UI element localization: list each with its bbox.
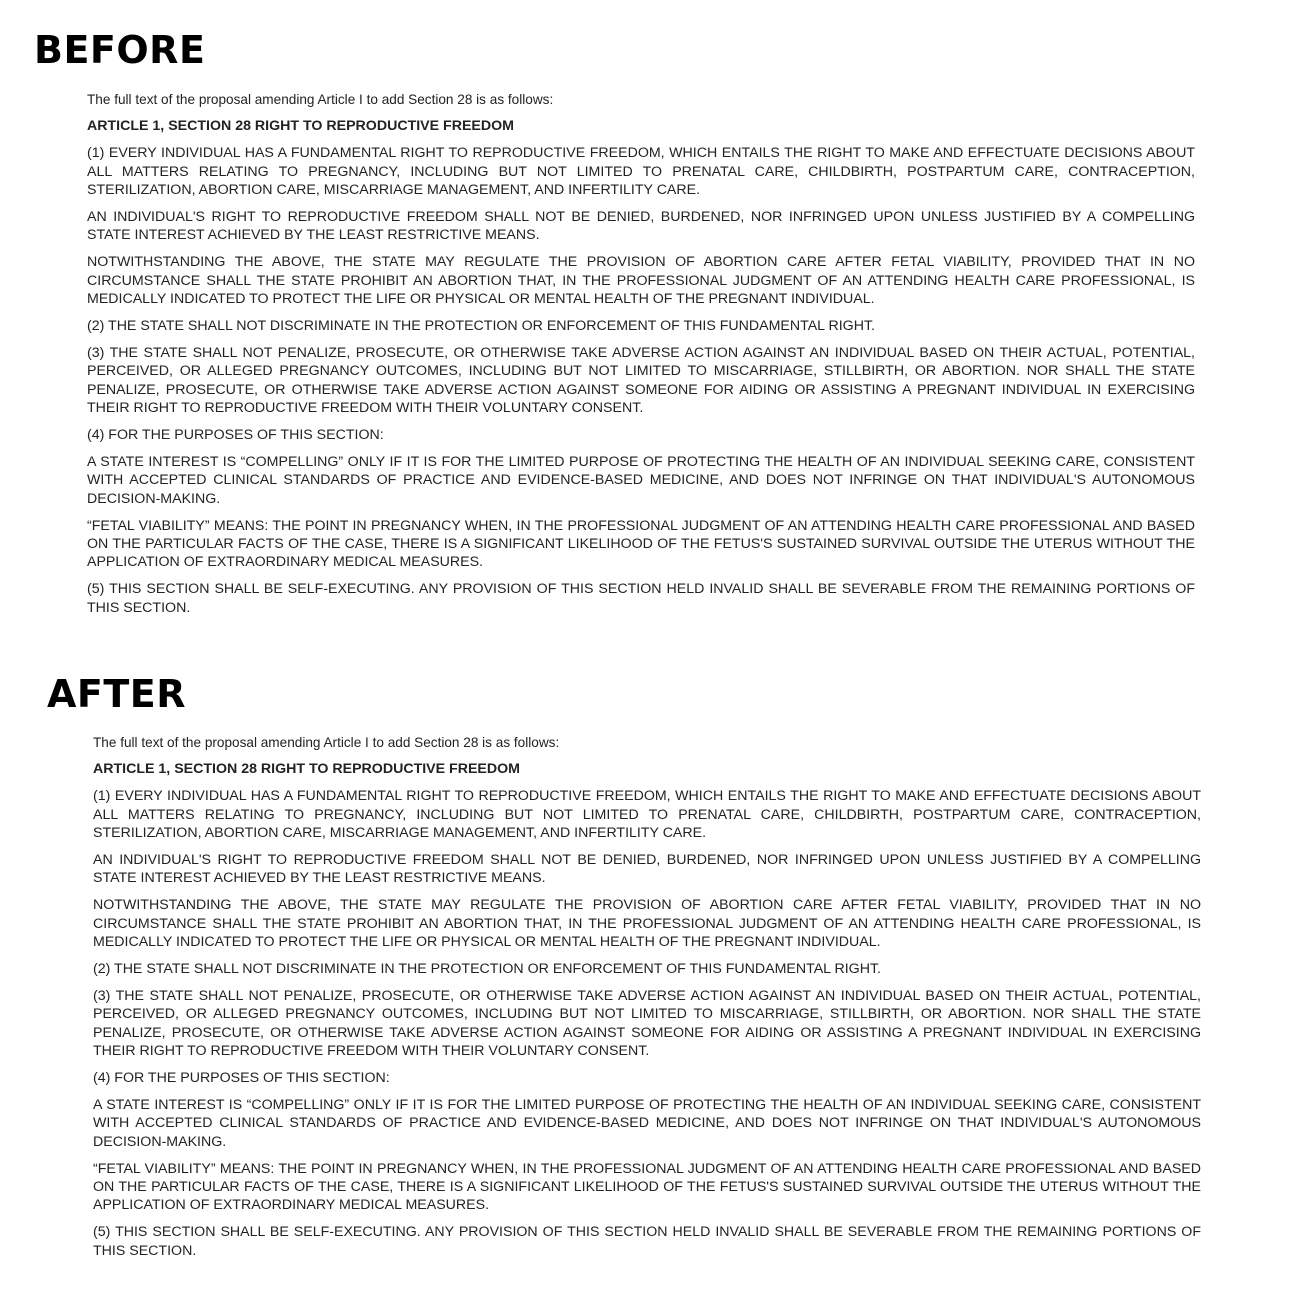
paragraph-5: (3) THE STATE SHALL NOT PENALIZE, PROSECUTE, OR OTHERWISE TAKE ADVERSE ACTION AGAINST AN INDIVIDUAL BASED ON THEIR ACTUAL, POTENTIAL, PERCEIVED, OR ALLEGED PREGNANCY OUTCOMES, INCLUDING BUT NOT LIMITED TO MISCARRIAGE, STILLBIRTH, OR ABORTION. NOR SHALL THE STATE PENALIZE, PROSECUTE, OR OTHERWISE TAKE ADVERSE ACTION AGAINST SOMEONE FOR AIDING OR ASSISTING A PREGNANT INDIVIDUAL IN EXERCISING THEIR RIGHT TO REPRODUCTIVE FREEDOM WITH THEIR VOLUNTARY CONSENT. (93, 988, 1201, 1059)
paragraph-9: (5) THIS SECTION SHALL BE SELF-EXECUTING. ANY PROVISION OF THIS SECTION HELD INVALID SHALL BE SEVERABLE FROM THE REMAINING PORTIONS OF THIS SECTION. (93, 1224, 1201, 1259)
paragraph-8: “FETAL VIABILITY” MEANS: THE POINT IN PREGNANCY WHEN, IN THE PROFESSIONAL JUDGMENT OF AN ATTENDING HEALTH CARE PROFESSIONAL AND BASED ON THE PARTICULAR FACTS OF THE CASE, THERE IS A SIGNIFICANT LIKELIHOOD OF THE FETUS'S SUSTAINED SURVIVAL OUTSIDE THE UTERUS WITHOUT THE APPLICATION OF EXTRAORDINARY MEDICAL MEASURES. (87, 517, 1195, 571)
paragraph-8: “FETAL VIABILITY” MEANS: THE POINT IN PREGNANCY WHEN, IN THE PROFESSIONAL JUDGMENT OF AN ATTENDING HEALTH CARE PROFESSIONAL AND BASED ON THE PARTICULAR FACTS OF THE CASE, THERE IS A SIGNIFICANT LIKELIHOOD OF THE FETUS'S SUSTAINED SURVIVAL OUTSIDE THE UTERUS WITHOUT THE APPLICATION OF EXTRAORDINARY MEDICAL MEASURES. (93, 1160, 1201, 1214)
document-intro: The full text of the proposal amending Article I to add Section 28 is as follows: (87, 92, 554, 107)
before-label: BEFORE (34, 28, 206, 72)
document-heading: ARTICLE 1, SECTION 28 RIGHT TO REPRODUCTIVE FREEDOM (93, 761, 520, 778)
paragraph-2: AN INDIVIDUAL'S RIGHT TO REPRODUCTIVE FREEDOM SHALL NOT BE DENIED, BURDENED, NOR INFRINGED UPON UNLESS JUSTIFIED BY A COMPELLING STATE INTEREST ACHIEVED BY THE LEAST RESTRICTIVE MEANS. (93, 852, 1201, 887)
paragraph-5: (3) THE STATE SHALL NOT PENALIZE, PROSECUTE, OR OTHERWISE TAKE ADVERSE ACTION AGAINST AN INDIVIDUAL BASED ON THEIR ACTUAL, POTENTIAL, PERCEIVED, OR ALLEGED PREGNANCY OUTCOMES, INCLUDING BUT NOT LIMITED TO MISCARRIAGE, STILLBIRTH, OR ABORTION. NOR SHALL THE STATE PENALIZE, PROSECUTE, OR OTHERWISE TAKE ADVERSE ACTION AGAINST SOMEONE FOR AIDING OR ASSISTING A PREGNANT INDIVIDUAL IN EXERCISING THEIR RIGHT TO REPRODUCTIVE FREEDOM WITH THEIR VOLUNTARY CONSENT. (87, 345, 1195, 416)
document-heading: ARTICLE 1, SECTION 28 RIGHT TO REPRODUCTIVE FREEDOM (87, 118, 514, 135)
document-intro: The full text of the proposal amending Article I to add Section 28 is as follows: (93, 735, 560, 750)
paragraph-7: A STATE INTEREST IS “COMPELLING” ONLY IF IT IS FOR THE LIMITED PURPOSE OF PROTECTING THE HEALTH OF AN INDIVIDUAL SEEKING CARE, CONSISTENT WITH ACCEPTED CLINICAL STANDARDS OF PRACTICE AND EVIDENCE-BASED MEDICINE, AND DOES NOT INFRINGE ON THAT INDIVIDUAL'S AUTONOMOUS DECISION-MAKING. (93, 1097, 1201, 1150)
paragraph-4: (2) THE STATE SHALL NOT DISCRIMINATE IN THE PROTECTION OR ENFORCEMENT OF THIS FUNDAMENTAL RIGHT. (93, 961, 881, 978)
paragraph-6: (4) FOR THE PURPOSES OF THIS SECTION: (87, 427, 384, 444)
paragraph-1: (1) EVERY INDIVIDUAL HAS A FUNDAMENTAL RIGHT TO REPRODUCTIVE FREEDOM, WHICH ENTAILS THE RIGHT TO MAKE AND EFFECTUATE DECISIONS ABOUT ALL MATTERS RELATING TO PREGNANCY, INCLUDING BUT NOT LIMITED TO PRENATAL CARE, CHILDBIRTH, POSTPARTUM CARE, CONTRACEPTION, STERILIZATION, ABORTION CARE, MISCARRIAGE MANAGEMENT, AND INFERTILITY CARE. (87, 145, 1195, 198)
paragraph-9: (5) THIS SECTION SHALL BE SELF-EXECUTING. ANY PROVISION OF THIS SECTION HELD INVALID SHALL BE SEVERABLE FROM THE REMAINING PORTIONS OF THIS SECTION. (87, 581, 1195, 616)
paragraph-1: (1) EVERY INDIVIDUAL HAS A FUNDAMENTAL RIGHT TO REPRODUCTIVE FREEDOM, WHICH ENTAILS THE RIGHT TO MAKE AND EFFECTUATE DECISIONS ABOUT ALL MATTERS RELATING TO PREGNANCY, INCLUDING BUT NOT LIMITED TO PRENATAL CARE, CHILDBIRTH, POSTPARTUM CARE, CONTRACEPTION, STERILIZATION, ABORTION CARE, MISCARRIAGE MANAGEMENT, AND INFERTILITY CARE. (93, 788, 1201, 841)
paragraph-3: NOTWITHSTANDING THE ABOVE, THE STATE MAY REGULATE THE PROVISION OF ABORTION CARE AFTER FETAL VIABILITY, PROVIDED THAT IN NO CIRCUMSTANCE SHALL THE STATE PROHIBIT AN ABORTION THAT, IN THE PROFESSIONAL JUDGMENT OF AN ATTENDING HEALTH CARE PROFESSIONAL, IS MEDICALLY INDICATED TO PROTECT THE LIFE OR PHYSICAL OR MENTAL HEALTH OF THE PREGNANT INDIVIDUAL. (93, 897, 1201, 950)
paragraph-7: A STATE INTEREST IS “COMPELLING” ONLY IF IT IS FOR THE LIMITED PURPOSE OF PROTECTING THE HEALTH OF AN INDIVIDUAL SEEKING CARE, CONSISTENT WITH ACCEPTED CLINICAL STANDARDS OF PRACTICE AND EVIDENCE-BASED MEDICINE, AND DOES NOT INFRINGE ON THAT INDIVIDUAL'S AUTONOMOUS DECISION-MAKING. (87, 454, 1195, 507)
before-document (87, 91, 1195, 626)
paragraph-2: AN INDIVIDUAL'S RIGHT TO REPRODUCTIVE FREEDOM SHALL NOT BE DENIED, BURDENED, NOR INFRINGED UPON UNLESS JUSTIFIED BY A COMPELLING STATE INTEREST ACHIEVED BY THE LEAST RESTRICTIVE MEANS. (87, 209, 1195, 244)
paragraph-3: NOTWITHSTANDING THE ABOVE, THE STATE MAY REGULATE THE PROVISION OF ABORTION CARE AFTER FETAL VIABILITY, PROVIDED THAT IN NO CIRCUMSTANCE SHALL THE STATE PROHIBIT AN ABORTION THAT, IN THE PROFESSIONAL JUDGMENT OF AN ATTENDING HEALTH CARE PROFESSIONAL, IS MEDICALLY INDICATED TO PROTECT THE LIFE OR PHYSICAL OR MENTAL HEALTH OF THE PREGNANT INDIVIDUAL. (87, 254, 1195, 307)
after-document (93, 734, 1201, 1269)
paragraph-6: (4) FOR THE PURPOSES OF THIS SECTION: (93, 1070, 390, 1087)
paragraph-4: (2) THE STATE SHALL NOT DISCRIMINATE IN THE PROTECTION OR ENFORCEMENT OF THIS FUNDAMENTAL RIGHT. (87, 318, 875, 335)
after-label: AFTER (47, 672, 187, 716)
